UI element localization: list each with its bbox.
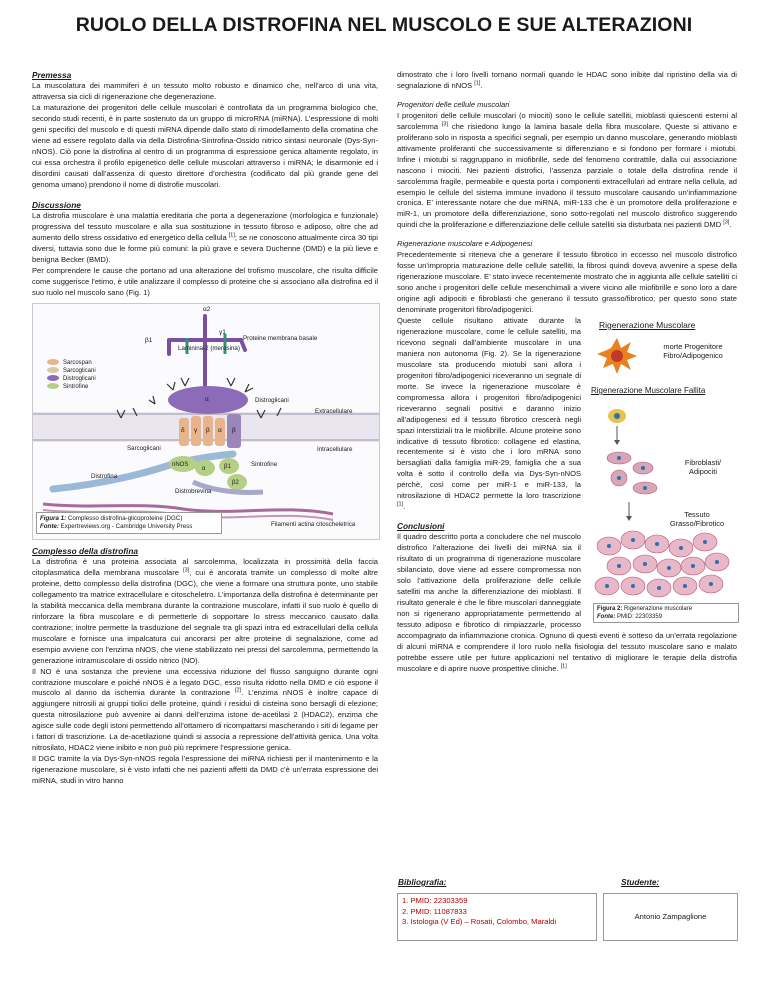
premessa-heading: Premessa	[32, 70, 72, 80]
label-beta: β	[206, 427, 210, 435]
premessa-p2: La maturazione dei progenitori delle cellule muscolari è controllata da un programma biologico che, secondo studi recenti, è in parte sostenuto da un gruppo di microRNA (miRNA). L’espressione di molti geni specifici del muscolo e di questi miRNA dipende dallo stato di rimodellamento della cromatina che viene ad essere regolato dalla via della Distrofina-Sintrofina-Ossido nitrico sintasi neuronale (Dys-Syn-nNOS). Ciò pone la distrofina al centro di un programma di espressione genica altamente regolato, in cui essa orchestra il profilo epigenetico delle cellule muscolari attraverso i miRNA; le disarmonie ed i disordini causati dall’assenza di questo direttore d’orchestra (codificato dal più grande gene del genoma umano) prendono il nome di distrofie muscolari.	[32, 102, 378, 189]
complesso-p1: La distrofina è una proteina associata al sarcolemma, localizzata in prossimità della faccia citoplasmatica della membrana muscolare [3], cui è ancorata tramite un complesso di molte altre proteine, detto complesso della distrofina (DGC), che viene a formare una struttura ponte, uno stabile collegamento tra matrice extracellulare e citoscheletro. L’importanza della distrofina è determinante per la stabilità meccanica della membrana durante la contrazione muscolare, infatti il suo ruolo è quello di rinforzare la fibra muscolare e di permetterle di sopportare lo stress meccanico causato dalla contrazione; inoltre permette la trasduzione del segnale tra gli spazi intra ed extracellulari della cellula muscolare e fornisce una impalcatura cui ancorarsi per altre proteine di segnalazione, come ad esempio avviene con l’enzima nNOS, che viene stabilizzato nei pressi del sarcolemma, permettendo la generazione intramuscolare di ossido nitrico (NO).	[32, 557, 378, 665]
figure-2-caption: Figura 2: Rigenerazione muscolare Fonte: PMID: 22303359	[593, 603, 739, 623]
label-intracellulare: Intracellulare	[317, 446, 353, 454]
rigenerazione-heading: Rigenerazione muscolare e Adipogenesi	[397, 239, 533, 249]
student-heading: Studente:	[621, 877, 660, 887]
discussione-p1: La distrofia muscolare è una malattia ereditaria che porta a degenerazione (morfologica e funzionale) progressiva del tessuto muscolare e alla sua sostituzione in tessuto fibroso e adiposo, oltre che ad aumento dello stress ossidativo ed energetico della cellula [1]; se ne conoscono attualmente circa 30 tipi diversi, tuttavia sono due le forme più comuni: la più grave e severa Duchenne (DMD) e la più lieve e benigna Becker (BMD).	[32, 211, 378, 265]
reference-3: 3. Istologia (V Ed) – Rosati, Colombo, Maraldi	[402, 917, 557, 926]
rigenerazione-p1: Precedentemente si riteneva che a generare il tessuto fibrotico in eccesso nel muscolo distrofico fosse un’impropria maturazione delle cellule satelliti, la fibrosi quindi doveva avvenire a spese della rigenerazione muscolare. E’ stato invece recentemente mostrato che in aggiunta alle cellule satelliti ci sono anche i progenitori delle cellule mesenchimali a vivere vicino alle miofibrille e sono loro a dare origine agli adipociti e fibroblasti che generano il tessuto grasso/fibrotico; per questo sono state denominate progenitori fibro/adipogenici.	[397, 250, 737, 315]
label-distroglicani: Distroglicani	[255, 397, 289, 405]
progenitori-p: I progenitori delle cellule muscolari (o miociti) sono le cellule satelliti, mioblasti quiescenti esterni al sarcolemma [3] che risiedono lungo la lamina basale della fibra muscolare. Queste si attivano e proliferano solo in risposta a specifici segnali, per esempio un danno muscolare, generando mioblasti attivamente proliferanti che successivamente si differenziano e si fondono per formare i miotubi. Infine i miotubi si raggruppano in miofibrille, sede del fenomeno contrattile, dalla cui associazione nascono i miociti. Nei pazienti distrofici, l’assenza parziale o totale della distrofina rende il sarcolemma fragile, permeabile e questa porta i componenti extracellulari ad entrare nella cellula, ad esempio le cellule del sistema immune invadono il tessuto muscolare causando un’infiammazione cronica. E’ interessante notare che due miRNA, miR-133 che è un promotore della proliferazione e miR-1, un promotore della differenziazione, sono sotto-regolati nel muscolo distrofico suggerendo quindi che la proliferazione e differenziazione delle cellule satelliti sia disturbata nei pazienti DMD [3].	[397, 110, 737, 230]
label-alpha-dg: α	[205, 396, 209, 404]
reference-2: 2. PMID: 11087833	[402, 906, 467, 916]
fig2-title-failed: Rigenerazione Muscolare Fallita	[591, 386, 706, 396]
label-sarcoglicani: Sarcoglicani	[127, 445, 161, 453]
fig2-label-tissue: Tessuto Grasso/Fibrotico	[669, 510, 725, 529]
student-name: Antonio Zampaglione	[634, 912, 707, 921]
label-nnos: nNOS	[172, 462, 189, 469]
label-alpha2: α2	[203, 306, 211, 314]
label-beta2-syn: β2	[232, 480, 239, 487]
label-gamma1: γ1	[219, 329, 226, 337]
label-alpha-syn: α	[202, 466, 206, 473]
left-column	[32, 70, 378, 787]
figure-1-dgc-diagram	[32, 303, 380, 540]
label-alpha-sg: α	[218, 427, 222, 435]
rigenerazione-p2: Queste cellule risultano attivate durante la rigenerazione muscolare, come le cellule satelliti, ma ricevono segnali dall’ambiente muscolare in una maniera non autonoma (Fig. 2). Se la rigenerazione muscolare sta producendo miotubi sani allora i progenitori fibro/adipogenici riceveranno un segnale di morte. Se invece la rigenerazione muscolare è compromessa allora i progenitori fibro/adipogenici riceveranno segnali positivi e daranno inizio all’adipogenesi ed il tessuto fibrotico crescerà negli spazi interstiziali tra le miofibrille. Alcune proteine sono indicative di tessuto fibrotico: collagene ed elastina, recentemente si è visto che i loro mRNA sono bersagliati dalla famiglia miR-29, famiglia che a sua volta è sotto il controllo della via Dys-Syn-nNOS perchè, così come per miR-1 e miR-133, la nitrosilazione di HDAC2 permette la loro trascrizione [1].	[397, 316, 581, 512]
premessa-p1: La muscolatura dei mammiferi è un tessuto molto robusto e dinamico che, nell’arco di una vita, attraversa sia cicli di rigenerazione che degenerazione.	[32, 80, 378, 101]
label-distrofina: Distrofina	[91, 473, 118, 481]
label-membrane: Proteine membrana basale	[243, 335, 318, 343]
label-sintrofine: Sintrofine	[251, 461, 278, 469]
fig2-label-death: morte Progenitore Fibro/Adipogenico	[663, 342, 723, 361]
bibliography-box	[397, 893, 597, 941]
right-p0: dimostrato che i loro livelli tornano normali quando le HDAC sono inibite dal ripristino della via di segnalazione di nNOS [1].	[397, 70, 737, 90]
figure-2-rigenerazione	[589, 318, 737, 623]
label-extracellulare: Extracellulare	[315, 408, 353, 416]
figure-1-caption: Figura 1: Complesso distrofina-glicoproteine (DGC) Fonte: Expertreviews.org - Cambridge University Press	[36, 512, 222, 534]
legend-sintrofine: Sintrofine	[63, 384, 89, 391]
right-column	[397, 70, 737, 675]
complesso-p3: Il DGC tramite la via Dys-Syn-nNOS regola l’espressione dei miRNA richiesti per il mantenimento e la rigenerazione muscolare, si è visto infatti che nei pazienti affetti da DMD c’è un’errata espressione dei miRNA, studi in vitro hanno	[32, 754, 378, 786]
label-actina: Filamenti actina citoscheletrica	[271, 521, 356, 529]
discussione-heading: Discussione	[32, 200, 81, 211]
label-beta1: β1	[145, 337, 153, 345]
label-delta: δ	[181, 427, 185, 435]
complesso-heading: Complesso della distrofina	[32, 546, 139, 557]
fig2-label-fibroblasts: Fibroblasti/ Adipociti	[684, 458, 722, 477]
fig2-title-regeneration: Rigenerazione Muscolare	[599, 320, 696, 331]
bibliography-section	[397, 877, 737, 955]
conclusioni-p: Il quadro descritto porta a concludere che nel muscolo distrofico l’alterazione dei livelli dei miRNA sia il risultato di un programma di rigenerazione muscolare sbilanciato, dove viene ad essere compromessa non solo l’attivazione della proliferazione delle cellule satelliti ma anche la differenziazione dei mioblasti. Il risultato generale è che le fibre muscolari danneggiate non si rigenerano appropriatamente permettendo al tessuto adiposo e fibrotico di rimpiazzarle, processo accompagnato da infiammazione cronica. Ognuno di questi eventi è sotteso da un’errata regolazione di alcuni miRNA e comprendere il loro ruolo nella fisiologia del tessuto muscolare sano e malato potrebbe essere utile per future applicazioni nel tentativo di migliorare le terapie della distrofia muscolare e di aprire nuove prospettive cliniche. [1]	[397, 532, 737, 673]
label-beta-dg: β	[232, 427, 236, 435]
legend-sarcoglicani: Sarcoglicani	[63, 368, 96, 375]
label-laminin: Laminina-2 (merosina)	[178, 345, 240, 353]
label-gamma: γ	[194, 427, 198, 435]
page-title: RUOLO DELLA DISTROFINA NEL MUSCOLO E SUE ALTERAZIONI	[75, 14, 693, 36]
student-box	[603, 893, 738, 941]
bibliography-heading: Bibliografia:	[398, 877, 447, 887]
discussione-p2: Per comprendere le cause che portano ad una alterazione del trofismo muscolare, che risulta difficile come suggerisce l’etimo, è utile analizzare il complesso di proteine che si associano alla distrofina ed il suo ruolo nel muscolo sano (Fig. 1)	[32, 266, 378, 298]
reference-1: 1. PMID: 22303359	[402, 896, 468, 905]
legend-distroglicani: Distroglicani	[63, 376, 96, 383]
conclusioni-heading: Conclusioni	[397, 521, 445, 532]
label-beta1-syn: β1	[224, 464, 231, 471]
legend-sarcospan: Sarcospan	[63, 360, 92, 367]
complesso-p2: Il NO è una sostanza che previene una eccessiva riduzione del flusso sanguigno durante ogni contrazione muscolare e poiché nNOS è a legato DGC, esso risulta ridotto nella DMD e ciò espone il muscolo al danno da ischemia durante la contrazione [2]. L’enzima nNOS è inoltre capace di aggiungere nitrosili ai gruppi tiolici delle proteine, quindi i residui di cisteina sono bersagli di elezione; questa nitrosilazione può avvenire ai danni dell’enzima istone de-acetilasi 2 (HDAC2), enzima che agisce sulle code degli istoni permettendo all’ottamero di ricompattarsi mascherando i siti di legame per i fattori di trascrizione. La de-acetilazione quindi si associa a repressione dell’attività genica. Una volta nitrosilato, HDAC2 viene inibito e non può più reprimere l’espressione genica.	[32, 666, 378, 753]
label-distrobrevina: Distrobrevina	[175, 488, 212, 496]
progenitori-heading: Progenitori delle cellule muscolari	[397, 99, 510, 109]
